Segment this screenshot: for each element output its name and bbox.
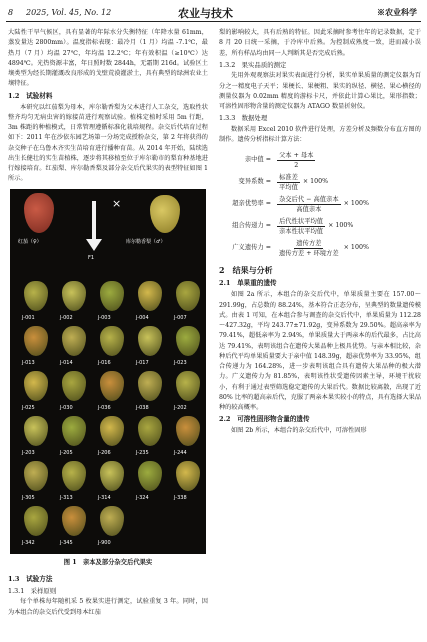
arrow-head-icon — [86, 239, 102, 251]
left-column — [8, 28, 208, 618]
offspring-label: J-338 — [174, 494, 187, 501]
offspring-label: J-202 — [174, 404, 187, 411]
offspring-pear — [138, 371, 162, 401]
paragraph: 每个单株每年随机采 5 枚果实进行测定，试验重复 3 年。同时，因为本组合的杂交后代受到母本红茄 — [8, 598, 208, 616]
offspring-label: J-235 — [136, 449, 149, 456]
offspring-label: J-206 — [98, 449, 111, 456]
journal-title: 农业与技术 — [178, 7, 233, 20]
section-heading: 2.1 单果重的遗传 — [219, 279, 277, 288]
page-number: 8 — [8, 8, 14, 17]
formula-heritability: 广义遗传力 = $\frac{\text{遗传方差}}{\text{遗传方差 + 环境方差}}$ × 100% — [232, 239, 369, 257]
offspring-pear — [176, 416, 200, 446]
offspring-label: J-314 — [98, 494, 111, 501]
offspring-pear — [24, 371, 48, 401]
formula-block — [225, 149, 421, 259]
offspring-pear — [62, 416, 86, 446]
formula-mid-parent: 亲中值 = $\frac{\text{父本 + 母本}}{2}$ — [244, 151, 314, 169]
offspring-pear — [100, 416, 124, 446]
offspring-pear — [176, 326, 200, 356]
offspring-label: J-305 — [22, 494, 35, 501]
parent-pear-father — [150, 195, 180, 233]
section-heading: 1.2 试验材料 — [8, 91, 53, 100]
offspring-pear — [138, 326, 162, 356]
offspring-pear — [138, 461, 162, 491]
offspring-label: J-007 — [174, 314, 187, 321]
offspring-pear — [24, 461, 48, 491]
arrow-icon — [92, 201, 96, 241]
paragraph: 如图 2b 所示，本组合的杂交后代中，可溶性固形 — [231, 427, 367, 435]
fruit-figure — [10, 189, 206, 554]
paragraph: 先用外观观察法对果实表面进行分析，果实单果质量的测定仪器为百分之一精度电子天平；果梗长、果梗粗、果实的纵径、横径、果心横径的测量仪器为 0.02mm 精度的游标卡尺，并依此计算心果比，果形指数；可溶性固形物含量的测定仪器为 ATAGO 数显折射仪。 — [219, 72, 421, 110]
offspring-pear — [138, 416, 162, 446]
offspring-label: J-030 — [60, 404, 73, 411]
offspring-label: J-025 — [22, 404, 35, 411]
subsection-heading: 1.3.1 采样原则 — [8, 586, 57, 595]
section-heading: 2 结果与分析 — [219, 265, 273, 276]
offspring-pear — [100, 371, 124, 401]
paragraph: 大陆性干旱气候区，具有显著的年际水分失衡特征（年降水量 61mm，蒸发量达 2800mm）。温度指标表现：最冷月（1 月）均温 -7.1℃，最热月（7 月）均温 27℃，年均温 12.2℃；年有效积温（≥10℃）达 4894℃。光热资源丰富，年日照时数 2844h，无霜期 216d。试验区土壤类型为经长期灌溉改良形成的戈壁荒漠灌淤土，具有典型的绿洲农业土壤特征。 — [8, 29, 208, 88]
offspring-label: J-017 — [136, 359, 149, 366]
offspring-label: J-244 — [174, 449, 187, 456]
parent-pear-mother — [24, 193, 54, 233]
offspring-label: J-313 — [60, 494, 73, 501]
offspring-pear — [176, 281, 200, 311]
paragraph: 本研究以红茄梨为母本，库尔勒香梨为父本进行人工杂交，选取性状整齐均匀无病虫害的嫁接苗进行观察试验。植株定植时采用 5m 行距，3m 株距的种植模式，日常管理遵循标准化栽培规程。杂交后代培育过程如下：2011 年在沙依东园艺场第一分场完成授粉杂交，第 2 年将获得的杂交种子在乌鲁木齐实生苗培育进行播种育苗。从 2014 年开始，陆续选出生长健壮的实生苗植株，逐步将其移植至位于库尔勒市的梨育种基地进行嫁接培育。红茄梨、库尔勒香梨及部分杂交后代果实的表型特征如图 1 所示。 — [8, 103, 208, 183]
offspring-pear — [176, 371, 200, 401]
offspring-pear — [62, 281, 86, 311]
paragraph: 数据采用 Excel 2010 软件进行处理，方差分析及频数分布直方图的制作。遗传分析指标计算方法： — [219, 125, 421, 143]
offspring-pear — [24, 281, 48, 311]
offspring-pear — [62, 326, 86, 356]
figure-caption: 图 1 亲本及部分杂交后代果实 — [63, 558, 153, 566]
offspring-pear — [138, 281, 162, 311]
offspring-label: J-345 — [60, 539, 73, 546]
offspring-label: J-002 — [60, 314, 73, 321]
offspring-label: J-038 — [136, 404, 149, 411]
section-heading: 2.2 可溶性固形物含量的遗传 — [219, 415, 310, 424]
cross-symbol: × — [112, 196, 122, 210]
page-header — [0, 0, 427, 24]
formula-heterosis: 超亲优势率 = $\frac{\text{杂交后代 − 高值亲本}}{\text{高值亲本}}$ × 100% — [232, 195, 369, 213]
offspring-pear — [62, 371, 86, 401]
offspring-pear — [24, 326, 48, 356]
offspring-pear — [176, 461, 200, 491]
offspring-label: J-003 — [98, 314, 111, 321]
offspring-label: J-036 — [98, 404, 111, 411]
formula-transmit: 组合传递力 = $\frac{\text{后代性状平均值}}{\text{亲本性状平均值}}$ × 100% — [232, 217, 354, 235]
offspring-pear — [24, 416, 48, 446]
offspring-pear — [100, 281, 124, 311]
section-label: ※农业科学 — [377, 7, 417, 17]
offspring-pear — [62, 461, 86, 491]
header-rule — [6, 21, 421, 22]
right-column — [219, 28, 421, 437]
paragraph: 梨的影响较大，具有后熟的特征。因此采摘时参考往年的记录数据，定于 8 月 20 日统一采摘，于冷库中后熟。为控制成熟度一致，进而减小误差，所有样品均由同一人判断其是否完成后熟。 — [219, 29, 421, 57]
formula-cv: 变异系数 = $\frac{\text{标准差}}{\text{平均值}}$ × 100% — [238, 173, 329, 191]
parent-label-mother: 红茄（♀） — [18, 238, 42, 245]
offspring-label: J-014 — [60, 359, 73, 366]
offspring-label: J-205 — [60, 449, 73, 456]
offspring-pear — [24, 506, 48, 536]
offspring-pear — [100, 506, 124, 536]
offspring-label: J-203 — [22, 449, 35, 456]
volume-info: 2025, Vol. 45, No. 12 — [26, 8, 112, 17]
offspring-pear — [62, 506, 86, 536]
offspring-label: J-013 — [22, 359, 35, 366]
offspring-label: J-324 — [136, 494, 149, 501]
paragraph: 如图 2a 所示，本组合的杂交后代中，单果质量主要在 157.00～291.99g，占总数的 88.24%，基本符合正态分布，呈典型的数量遗传模式。由表 1 可知，在本组合参与调查的杂交后代中，单果质量为 112.28～427.32g，平均 243.77±71.92g，变异系数为 29.50%。超高亲率为 79.41%，超低亲率为 2.94%，单果质量大于两亲本的后代最多，占比高达 79.41%，表明该组合在遗传大果品种上极具优势。与亲本相比较，杂种后代平均单果质量要大于亲中值 148.39g，超亲优势率为 33.95%，组合传递力为 164.28%，进一步表明该组合具有遗传大果品种的极大潜力。广义遗传力为 81.85%，表明该性状受遗传因素主导，环境干扰较小，有利于通过表型筛选稳定遗传的大果后代。数据比较离散，出现了近 80% 比率的超高亲后代，克服了两亲本果实较小的特点，具有选择大果品种的较高概率。 — [219, 291, 421, 411]
offspring-label: J-016 — [98, 359, 111, 366]
offspring-label: J-023 — [174, 359, 187, 366]
offspring-pear — [100, 326, 124, 356]
offspring-label: J-004 — [136, 314, 149, 321]
offspring-label: J-342 — [22, 539, 35, 546]
f1-label: F1 — [88, 254, 95, 261]
subsection-heading: 1.3.3 数据处理 — [219, 114, 268, 123]
section-heading: 1.3 试验方法 — [8, 574, 53, 583]
offspring-label: J-900 — [98, 539, 111, 546]
offspring-label: J-001 — [22, 314, 35, 321]
offspring-pear — [100, 461, 124, 491]
parent-label-father: 库尔勒香梨（♂） — [126, 238, 166, 245]
subsection-heading: 1.3.2 果实品质的测定 — [219, 60, 287, 69]
